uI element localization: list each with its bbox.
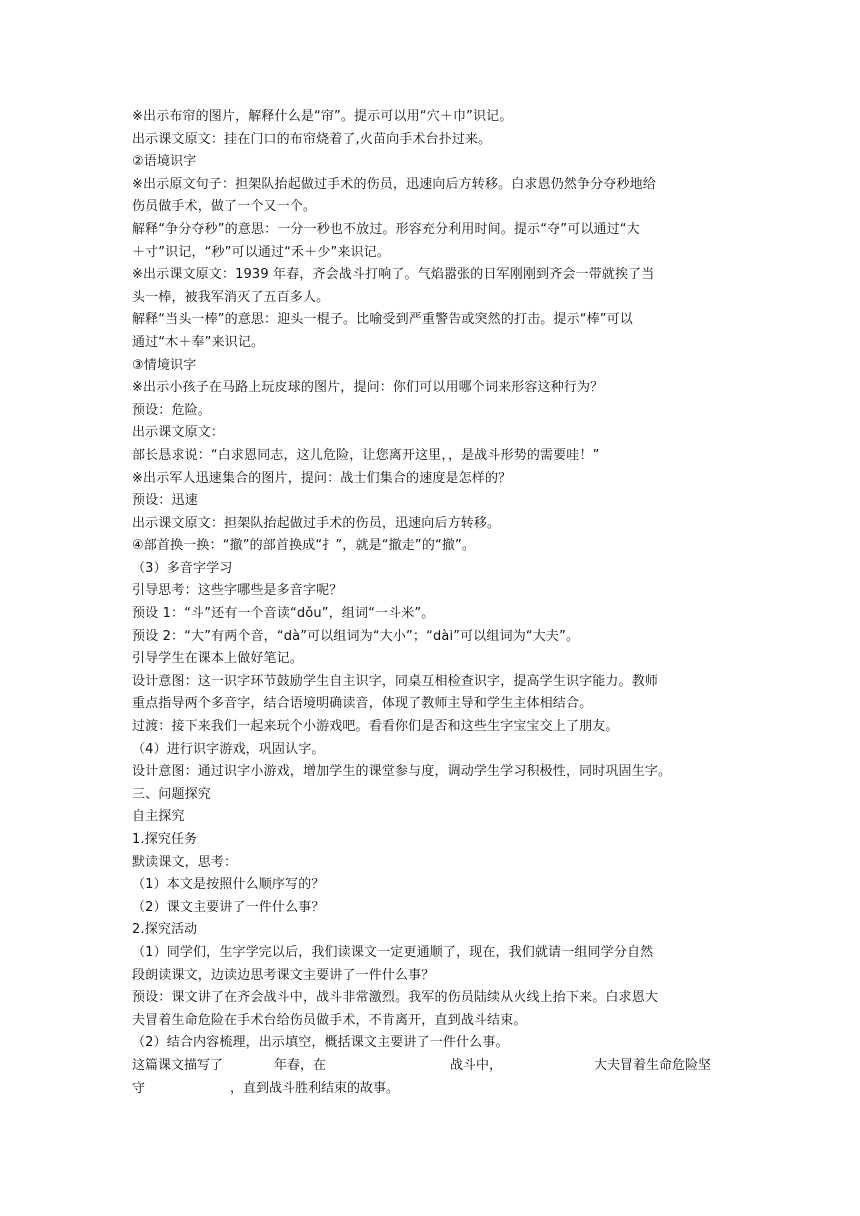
- text-line: 设计意图：这一识字环节鼓励学生自主识字，同桌互相检查识字，提高学生识字能力。教师: [132, 673, 659, 689]
- text-line: 出示课文原文：担架队抬起做过手术的伤员，迅速向后方转移。: [132, 515, 501, 531]
- fill-in-blank-text: ，直到战斗胜利结束的故事。: [230, 1080, 400, 1096]
- text-line: ※出示布帘的图片，解释什么是“帘”。提示可以用“穴＋巾”识记。: [132, 109, 513, 124]
- section-heading: 自主探究: [132, 809, 185, 825]
- fill-in-blank-line: [132, 1055, 732, 1078]
- section-heading: ②语境识字: [132, 154, 197, 170]
- text-line: 部长恳求说：“白求恩同志，这儿危险，让您离开这里，，是战斗形势的需要哇！”: [132, 447, 600, 463]
- section-heading: 1.探究任务: [132, 832, 198, 847]
- text-line: 引导思考：这些字哪些是多音字呢？: [132, 583, 343, 599]
- text-line: 段朗读课文，边读边思考课文主要讲了一件什么事？: [132, 967, 435, 983]
- text-line: ※出示课文原文：1939 年春，齐会战斗打响了。气焰嚣张的日军刚刚到齐会一带就挨了当: [132, 267, 655, 283]
- section-heading: ③情境识字: [132, 357, 197, 373]
- text-line: 引导学生在课本上做好笔记。: [132, 651, 303, 667]
- text-line: 解释“当头一棒”的意思：迎头一棍子。比喻受到严重警告或突然的打击。提示“棒”可以: [132, 312, 633, 328]
- text-line: 出示课文原文：: [132, 425, 225, 441]
- text-line: 预设：危险。: [132, 402, 211, 418]
- section-heading: （4）进行识字游戏，巩固认字。: [132, 741, 325, 757]
- text-line: 重点指导两个多音字，结合语境明确读音，体现了教师主导和学生主体相结合。: [132, 696, 593, 712]
- fill-in-blank-text: 大夫冒着生命危险坚: [594, 1057, 712, 1073]
- text-line: 夫冒着生命危险在手术台给伤员做手术，不肯离开，直到战斗结束。: [132, 1012, 527, 1028]
- section-heading: （3）多音字学习: [132, 560, 233, 576]
- text-line: 头一棒，被我军消灭了五百多人。: [132, 289, 330, 305]
- document-body: [132, 106, 732, 1100]
- fill-in-blank-text: 守: [132, 1080, 146, 1096]
- fill-in-blank-text: 这篇课文描写了: [132, 1057, 224, 1073]
- section-heading: 2.探究活动: [132, 922, 198, 938]
- text-line: 通过“木＋奉”来识记。: [132, 334, 265, 350]
- text-line: 预设：课文讲了在齐会战斗中，战斗非常激烈。我军的伤员陆续从火线上抬下来。白求恩大: [132, 990, 659, 1006]
- text-line: 出示课文原文：挂在门口的布帘烧着了,火苗向手术台扑过来。: [132, 131, 492, 147]
- fill-in-blank-text: 年春，在: [274, 1057, 327, 1073]
- text-line: 预设 1：“斗”还有一个音读“dǒu”，组词“一斗米”。: [132, 606, 435, 622]
- text-line: （2）课文主要讲了一件什么事？: [132, 899, 325, 915]
- text-line: 默读课文，思考：: [132, 854, 238, 870]
- text-line: 解释“争分夺秒”的意思：一分一秒也不放过。形容充分利用时间。提示“夺”可以通过“大: [132, 221, 640, 237]
- fill-in-blank-text: 战斗中，: [450, 1057, 503, 1073]
- text-line: ※出示军人迅速集合的图片，提问：战士们集合的速度是怎样的？: [132, 470, 512, 486]
- text-line: ＋寸”识记，“秒”可以通过“禾＋少”来识记。: [132, 244, 390, 260]
- section-heading: 三、问题探究: [132, 786, 211, 802]
- text-line: ※出示小孩子在马路上玩皮球的图片，提问：你们可以用哪个词来形容这种行为？: [132, 380, 604, 396]
- text-line: ※出示原文句子：担架队抬起做过手术的伤员，迅速向后方转移。白求恩仍然争分夺秒地给: [132, 176, 656, 192]
- text-line: 过渡：接下来我们一起来玩个小游戏吧。看看你们是否和这些生字宝宝交上了朋友。: [132, 719, 619, 735]
- text-line: 设计意图：通过识字小游戏，增加学生的课堂参与度，调动学生学习积极性，同时巩固生字。: [132, 764, 672, 780]
- fill-in-blank-line: [132, 1078, 732, 1101]
- text-line: ④部首换一换：“撤”的部首换成“扌”，就是“撤走”的“撤”。: [132, 538, 476, 554]
- text-line: （2）结合内容梳理，出示填空，概括课文主要讲了一件什么事。: [132, 1035, 509, 1051]
- text-line: 预设 2：“大”有两个音，“dà”可以组词为“大小”；“dài”可以组词为“大夫”。: [132, 628, 580, 644]
- text-line: 预设：迅速: [132, 493, 198, 509]
- text-line: 伤员做手术，做了一个又一个。: [132, 199, 317, 215]
- text-line: （1）本文是按照什么顺序写的？: [132, 877, 325, 893]
- text-line: （1）同学们，生字学完以后，我们读课文一定更通顺了，现在，我们就请一组同学分自然: [132, 944, 654, 960]
